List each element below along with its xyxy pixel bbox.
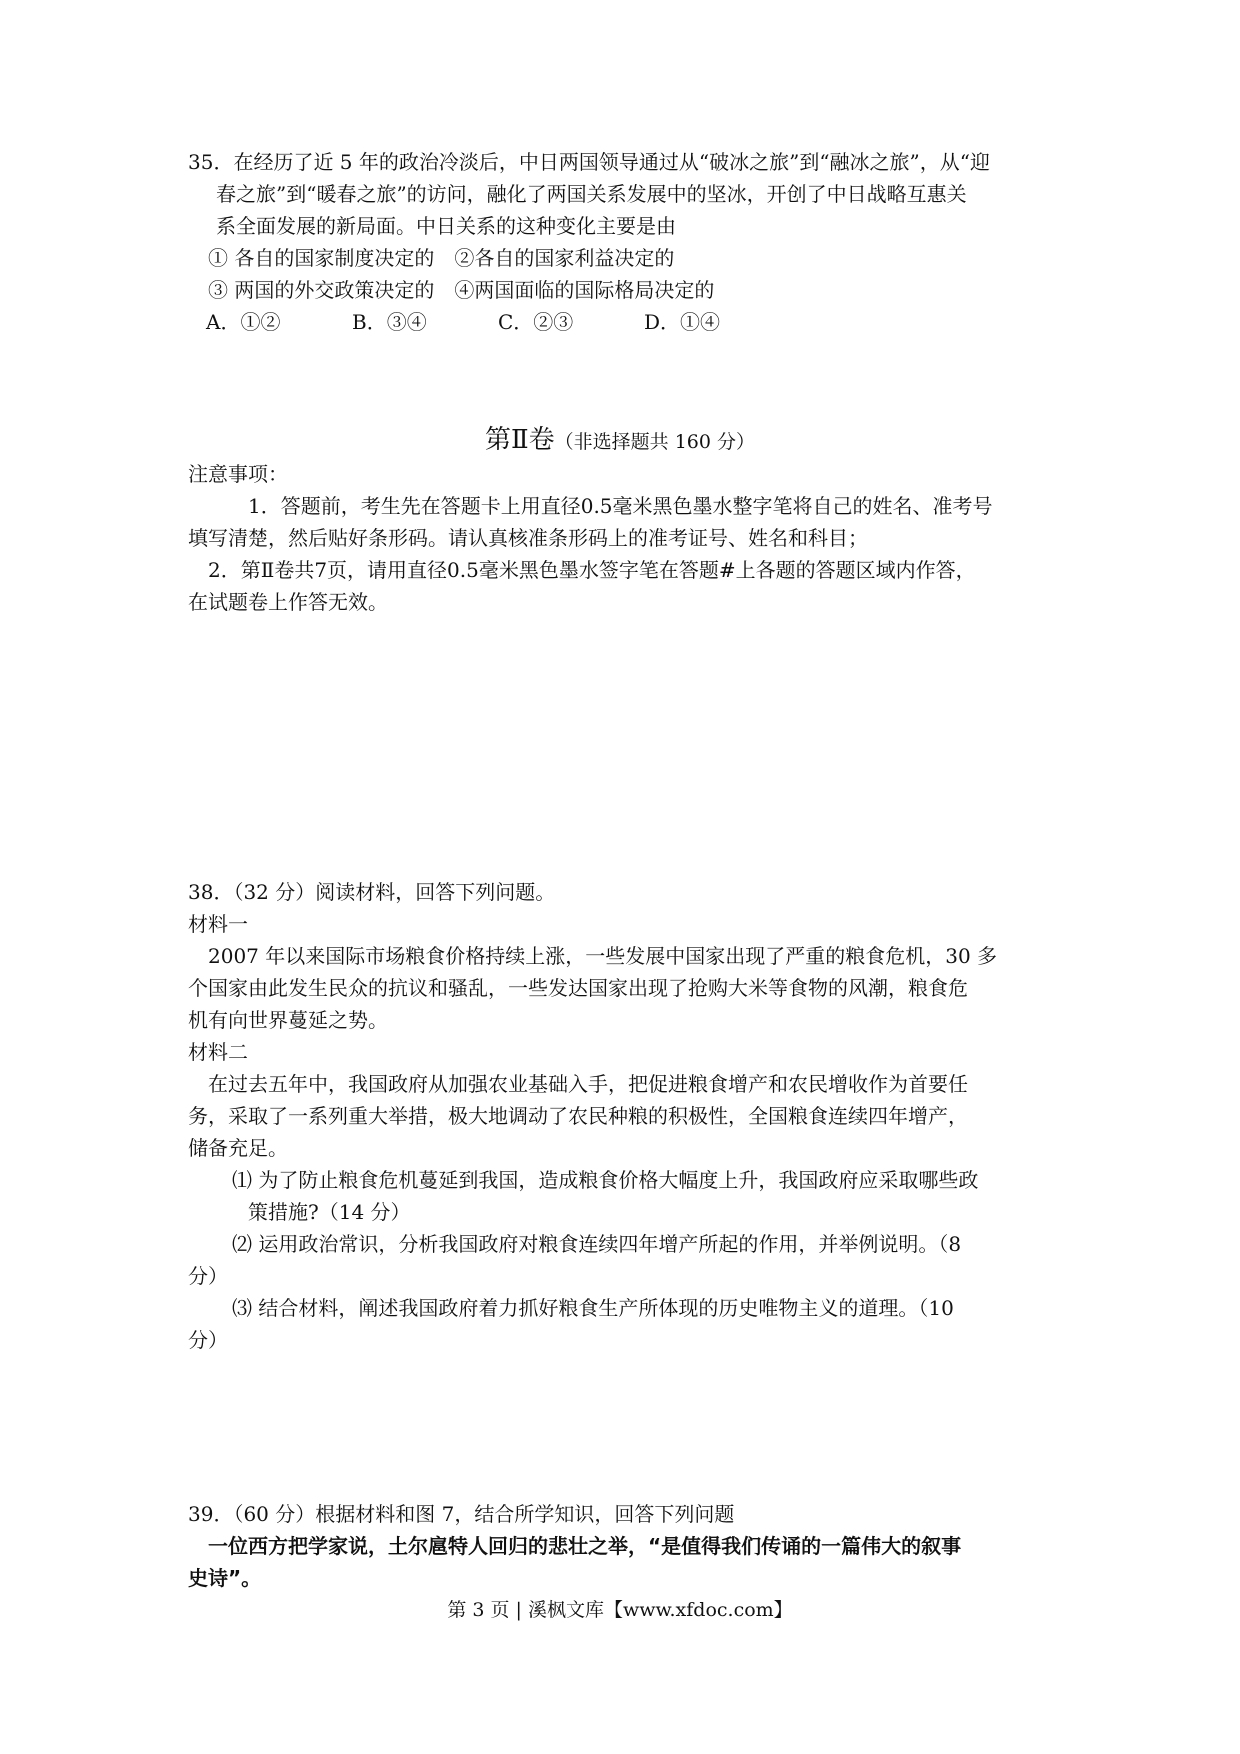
q35-options (188, 306, 1058, 338)
section-title (0, 422, 1240, 460)
notice-line: 1．答题前，考生先在答题卡上用直径0.5毫米黑色墨水整字笔将自己的姓名、准考号 (248, 494, 993, 518)
q35-choice: ③ 两国的外交政策决定的 ④两国面临的国际格局决定的 (208, 278, 715, 302)
q39-line: 史诗”。 (188, 1566, 262, 1590)
option-d: D．①④ (644, 310, 721, 334)
notice-line: 在试题卷上作答无效。 (188, 590, 388, 614)
material-2-line: 储备充足。 (188, 1136, 288, 1160)
page-footer: 第 3 页 | 溪枫文库【www.xfdoc.com】 (447, 1599, 793, 1621)
material-1-label: 材料一 (188, 912, 248, 936)
material-1-line: 个国家由此发生民众的抗议和骚乱，一些发达国家出现了抢购大米等食物的风潮，粮食危 (188, 976, 968, 1000)
section-title-main: 第Ⅱ卷 (484, 425, 555, 455)
q35-line: 系全面发展的新局面。中日关系的这种变化主要是由 (216, 214, 676, 238)
notice-block (188, 458, 1058, 618)
question-39 (188, 1498, 1058, 1594)
q38-header: 38．（32 分）阅读材料，回答下列问题。 (188, 880, 556, 904)
sub-question-1: ⑴ 为了防止粮食危机蔓延到我国，造成粮食价格大幅度上升，我国政府应采取哪些政 (232, 1168, 979, 1192)
option-c: C．②③ (498, 310, 574, 334)
q35-line: 春之旅”到“暖春之旅”的访问，融化了两国关系发展中的坚冰，开创了中日战略互惠关 (216, 182, 967, 206)
question-35 (188, 146, 1058, 338)
question-38 (188, 876, 1058, 1356)
q39-header: 39．（60 分）根据材料和图 7，结合所学知识，回答下列问题 (188, 1502, 735, 1526)
q35-choice: ① 各自的国家制度决定的 ②各自的国家利益决定的 (208, 246, 675, 270)
sub-question-1-cont: 策措施?（14 分） (248, 1200, 411, 1224)
q35-line: 35．在经历了近 5 年的政治冷淡后，中日两国领导通过从“破冰之旅”到“融冰之旅”，从“迎 (188, 150, 991, 174)
option-a: A．①② (206, 310, 281, 334)
section-title-sub: （非选择题共 160 分） (554, 431, 756, 453)
material-1-line: 机有向世界蔓延之势。 (188, 1008, 388, 1032)
material-2-line: 在过去五年中，我国政府从加强农业基础入手，把促进粮食增产和农民增收作为首要任 (208, 1072, 968, 1096)
sub-question-3: ⑶ 结合材料，阐述我国政府着力抓好粮食生产所体现的历史唯物主义的道理。（10 (232, 1296, 954, 1320)
q39-line: 一位西方把学家说，土尔扈特人回归的悲壮之举，“是值得我们传诵的一篇伟大的叙事 (208, 1534, 962, 1558)
sub-question-3-cont: 分） (188, 1328, 228, 1352)
material-2-label: 材料二 (188, 1040, 248, 1064)
option-b: B．③④ (352, 310, 427, 334)
notice-label: 注意事项： (188, 462, 288, 486)
sub-question-2-cont: 分） (188, 1264, 228, 1288)
sub-question-2: ⑵ 运用政治常识，分析我国政府对粮食连续四年增产所起的作用，并举例说明。（8 (232, 1232, 962, 1256)
material-1-line: 2007 年以来国际市场粮食价格持续上涨，一些发展中国家出现了严重的粮食危机，30 多 (208, 944, 998, 968)
material-2-line: 务，采取了一系列重大举措，极大地调动了农民种粮的积极性，全国粮食连续四年增产， (188, 1104, 968, 1128)
notice-line: 2．第Ⅱ卷共7页，请用直径0.5毫米黑色墨水签字笔在答题#上各题的答题区域内作答， (208, 558, 976, 582)
notice-line: 填写清楚，然后贴好条形码。请认真核准条形码上的准考证号、姓名和科目； (188, 526, 868, 550)
